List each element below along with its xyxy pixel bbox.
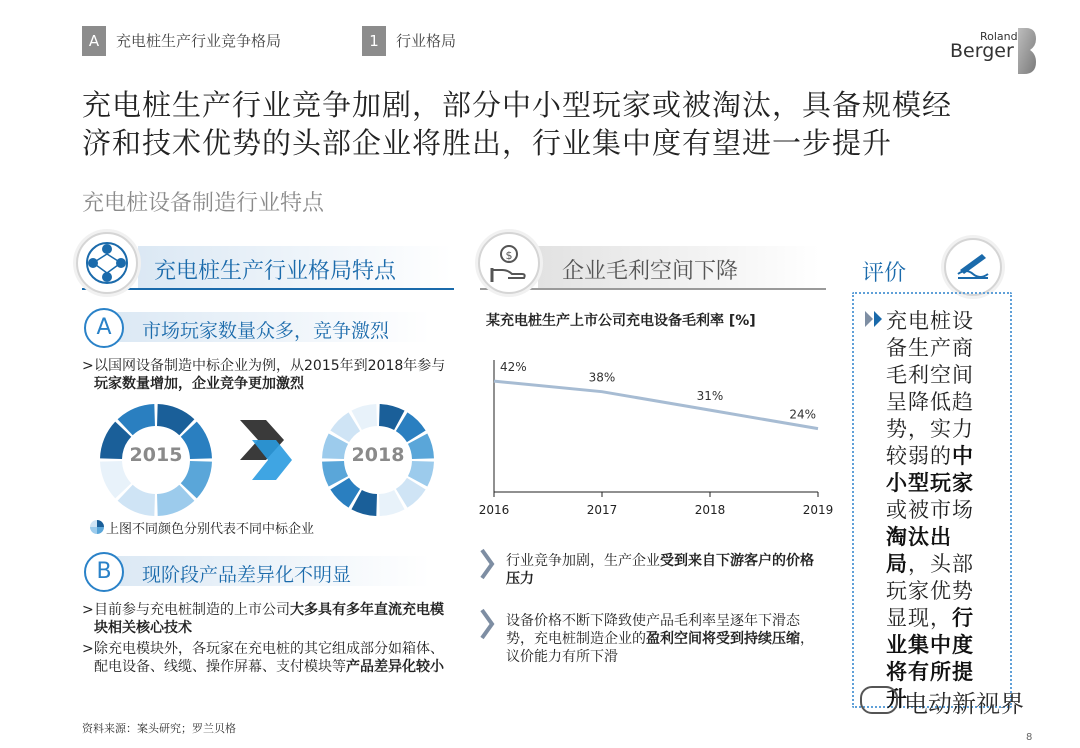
eval-normal-c: ，头部玩家优势显现， (886, 552, 974, 630)
pie-legend-icon (90, 520, 104, 534)
donut-2015-label: 2015 (129, 444, 183, 466)
writing-icon (944, 238, 1002, 296)
a-text-bold: 玩家数量增加，企业竞争更加激烈 (94, 376, 304, 392)
svg-text:$: $ (505, 249, 513, 262)
b2-text-normal: 除充电模块外，各玩家在充电桩的其它组成部分如箱体、配电设备、线缆、操作屏幕、支付模块等 (94, 641, 444, 675)
logo-line2: Berger (950, 40, 1014, 62)
logo-b-mark (1016, 28, 1036, 74)
b-letter: B (96, 559, 112, 584)
double-chevron-icon (864, 310, 886, 328)
middle-point-2 (506, 612, 816, 666)
b-bullet-2 (82, 640, 456, 676)
chevron-right-icon (480, 608, 496, 640)
watermark: 电动新视界 (904, 690, 1024, 718)
a-letter-circle (84, 308, 124, 348)
line-chart (470, 350, 834, 530)
b-bullet-1 (82, 601, 456, 637)
series-line (494, 381, 818, 429)
data-label: 42% (500, 360, 527, 375)
right-panel-header: 评价 (862, 261, 907, 286)
left-panel-header: 充电桩生产行业格局特点 (154, 259, 397, 284)
eval-normal-b: 或被市场 (886, 498, 974, 522)
section-letter: A (88, 32, 100, 50)
middle-point-1 (506, 552, 816, 588)
eval-bold-a: 中小型玩家 (886, 444, 974, 495)
eval-bold-c: 行业集中度将有所提升 (886, 606, 974, 711)
x-tick-label: 2017 (586, 503, 618, 517)
b-title: 现阶段产品差异化不明显 (142, 564, 352, 586)
b2-text-bold: 产品差异化较小 (346, 659, 444, 675)
point2-normal-b: ，议价能力有所下滑 (506, 631, 814, 665)
donut-2018-label: 2018 (351, 444, 405, 466)
point1-normal: 行业竞争加剧，生产企业 (506, 553, 660, 569)
chart-title: 某充电桩生产上市公司充电设备毛利率 [%] (486, 313, 756, 329)
eval-bold-b: 淘汰出局 (886, 525, 952, 576)
donut-note: 上图不同颜色分别代表不同中标企业 (106, 522, 315, 537)
b-letter-circle (84, 552, 124, 592)
x-tick-label: 2018 (694, 503, 726, 517)
breadcrumb-sub-title: 行业格局 (396, 32, 457, 50)
section-letter-badge (82, 26, 106, 56)
page-number: 8 (1026, 732, 1033, 743)
eval-normal-a: 充电桩设备生产商毛利空间呈降低趋势，实力较弱的 (886, 309, 974, 468)
evaluation-text (886, 308, 986, 713)
data-label: 38% (588, 370, 616, 385)
middle-panel-header: 企业毛利空间下降 (562, 259, 739, 284)
b1-text-bold: 大多具有多年直流充电模块相关核心技术 (94, 602, 444, 636)
point2-normal-a: 设备价格不断下降致使产品毛利率呈逐年下滑态势，充电桩制造企业的 (506, 613, 800, 647)
sub-number-badge (362, 26, 386, 56)
x-tick-label: 2016 (478, 503, 510, 517)
money-hand-icon (478, 232, 540, 294)
a-letter: A (96, 315, 112, 340)
a-title: 市场玩家数量众多，竞争激烈 (142, 320, 390, 342)
x-tick-label: 2019 (802, 503, 834, 517)
sub-number: 1 (369, 32, 379, 50)
data-label: 24% (789, 407, 816, 422)
point2-bold: 盈利空间将受到持续压缩 (646, 631, 800, 647)
wechat-icon (860, 686, 898, 714)
chevron-right-icon (480, 548, 496, 580)
bullet-arrow: > (82, 602, 94, 618)
a-text-normal: 以国网设备制造中标企业为例，从2015年到2018年参与 (94, 358, 446, 374)
roland-berger-logo (950, 28, 1034, 74)
breadcrumb-section-title: 充电桩生产行业竞争格局 (116, 32, 282, 50)
a-bullet (82, 357, 456, 393)
logo-line1: Roland (980, 30, 1018, 43)
section-subtitle: 充电桩设备制造行业特点 (82, 191, 325, 216)
page-title-line2: 济和技术优势的头部企业将胜出，行业集中度有望进一步提升 (82, 126, 893, 160)
network-icon (76, 232, 138, 294)
point1-bold: 受到来自下游客户的价格压力 (506, 553, 814, 587)
left-header-underline (82, 288, 454, 290)
arrow-right-icon (240, 420, 296, 480)
b1-text-normal: 目前参与充电桩制造的上市公司 (94, 602, 290, 618)
source-note: 资料来源：案头研究；罗兰贝格 (82, 722, 236, 735)
page-title-line1: 充电桩生产行业竞争加剧，部分中小型玩家或被淘汰，具备规模经 (82, 88, 953, 122)
bullet-arrow: > (82, 358, 94, 374)
bullet-arrow: > (82, 641, 94, 657)
data-label: 31% (696, 389, 724, 404)
